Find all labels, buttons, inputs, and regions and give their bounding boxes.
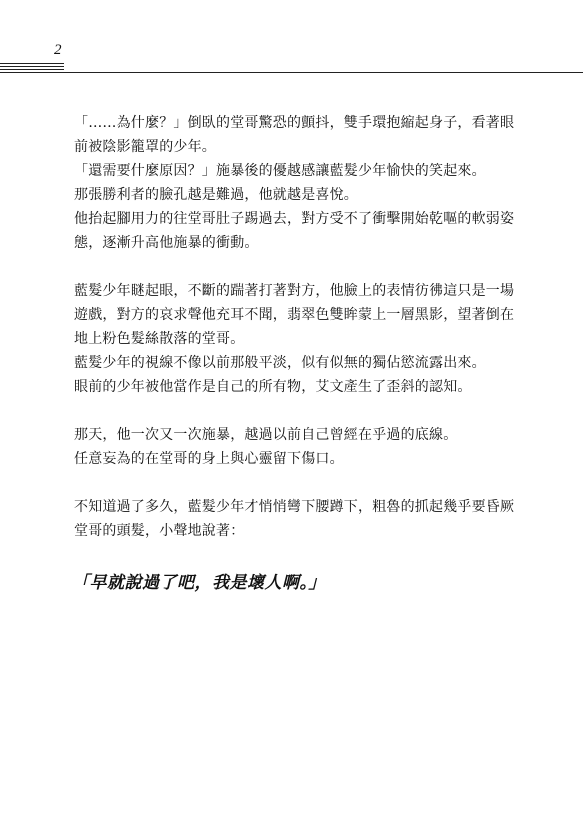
text-line: 不知道過了多久，藍髮少年才悄悄彎下腰蹲下，粗魯的抓起幾乎要昏厥	[74, 499, 515, 515]
header-rule-long	[0, 72, 583, 73]
header-rule	[0, 63, 64, 64]
text-line: 態，逐漸升高他施暴的衝動。	[74, 235, 259, 251]
text-line: 他抬起腳用力的往堂哥肚子踢過去，對方受不了衝擊開始乾嘔的軟弱姿	[74, 211, 515, 227]
text-line: 那天，他一次又一次施暴，越過以前自己曾經在乎過的底線。	[74, 427, 458, 443]
closing-quote: 「早就說過了吧，我是壞人啊。」	[72, 573, 326, 593]
paragraph	[74, 111, 514, 159]
paragraph	[74, 423, 514, 447]
text-line: 前被陰影籠罩的少年。	[74, 139, 216, 155]
header-rule	[0, 66, 64, 67]
body-text	[74, 111, 514, 543]
paragraph-spacer	[74, 471, 514, 495]
text-line: 堂哥的頭髮，小聲地說著：	[74, 523, 245, 539]
paragraph	[74, 279, 514, 351]
paragraph-spacer	[74, 399, 514, 423]
header-rule	[0, 69, 64, 70]
text-line: 任意妄為的在堂哥的身上與心靈留下傷口。	[74, 451, 344, 467]
paragraph	[74, 375, 514, 399]
text-line: 那張勝利者的臉孔越是難過，他就越是喜悅。	[74, 187, 358, 203]
text-line: 「還需要什麼原因？」施暴後的優越感讓藍髮少年愉快的笑起來。	[74, 163, 486, 179]
text-line: 遊戲，對方的哀求聲他充耳不聞，翡翠色雙眸蒙上一層黑影，望著倒在	[74, 307, 515, 323]
paragraph	[74, 207, 514, 255]
page-number: 2	[54, 42, 62, 58]
paragraph	[74, 351, 514, 375]
text-line: 藍髮少年瞇起眼，不斷的踹著打著對方，他臉上的表情彷彿這只是一場	[74, 283, 515, 299]
text-line: 眼前的少年被他當作是自己的所有物，艾文產生了歪斜的認知。	[74, 379, 472, 395]
text-line: 藍髮少年的視線不像以前那般平淡，似有似無的獨佔慾流露出來。	[74, 355, 486, 371]
paragraph	[74, 183, 514, 207]
paragraph	[74, 159, 514, 183]
text-line: 地上粉色髮絲散落的堂哥。	[74, 331, 245, 347]
paragraph	[74, 447, 514, 471]
text-line: 「……為什麼？」倒臥的堂哥驚恐的顫抖，雙手環抱縮起身子，看著眼	[74, 115, 515, 131]
paragraph-spacer	[74, 255, 514, 279]
paragraph	[74, 495, 514, 543]
